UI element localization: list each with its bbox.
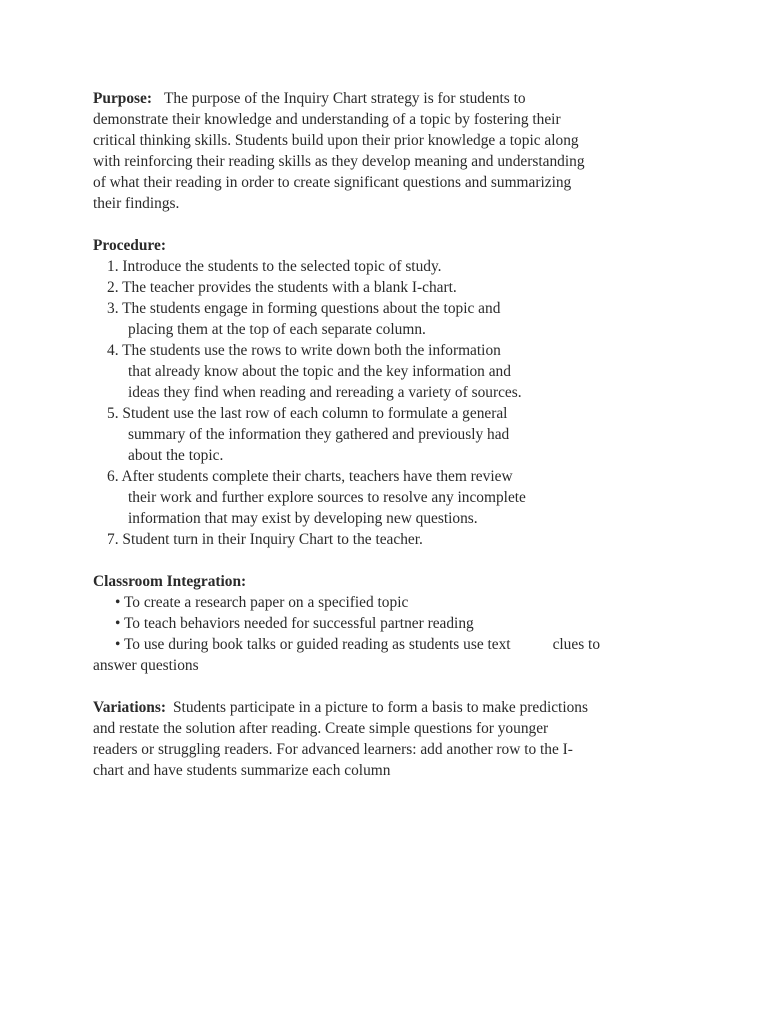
purpose-section [93, 88, 683, 214]
procedure-list [93, 256, 683, 550]
purpose-line: their findings. [93, 195, 180, 212]
variations-line-0 [93, 697, 683, 718]
integration-bullet: • To teach behaviors needed for successful partner reading [115, 615, 474, 632]
procedure-item [93, 298, 683, 340]
procedure-item-text: 4. The students use the rows to write down both the information [107, 342, 501, 359]
procedure-section [93, 235, 683, 550]
integration-bullet: • To create a research paper on a specified topic [115, 594, 409, 611]
procedure-item-text: 5. Student use the last row of each column to formulate a general [107, 405, 508, 422]
integration-heading: Classroom Integration: [93, 573, 247, 590]
integration-bullet-continuation: answer questions [93, 657, 199, 674]
integration-bullet-last [93, 634, 683, 655]
purpose-line-0 [93, 88, 683, 109]
variations-text: Students participate in a picture to form a basis to make predictions [172, 699, 588, 716]
procedure-item-continuation: about the topic. [128, 447, 224, 464]
document-page [93, 88, 683, 781]
procedure-item [93, 466, 683, 529]
procedure-heading: Procedure: [93, 237, 166, 254]
purpose-line: demonstrate their knowledge and understanding of a topic by fostering their [93, 111, 561, 128]
variations-section [93, 697, 683, 781]
procedure-item [93, 277, 683, 298]
procedure-item [93, 256, 683, 277]
variations-line: and restate the solution after reading. Create simple questions for younger [93, 720, 549, 737]
purpose-line: with reinforcing their reading skills as they develop meaning and understanding [93, 153, 585, 170]
integration-bullet-text-tail: clues to [552, 636, 601, 653]
procedure-item-text: 3. The students engage in forming questions about the topic and [107, 300, 501, 317]
procedure-item [93, 340, 683, 403]
integration-bullet-text: • To use during book talks or guided reading as students use text [115, 636, 511, 653]
purpose-line: critical thinking skills. Students build upon their prior knowledge a topic along [93, 132, 579, 149]
procedure-item-text: 6. After students complete their charts, teachers have them review [107, 468, 513, 485]
procedure-item-continuation: ideas they find when reading and rereading a variety of sources. [128, 384, 522, 401]
purpose-line: of what their reading in order to create significant questions and summarizing [93, 174, 572, 191]
procedure-item-continuation: that already know about the topic and the key information and [128, 363, 511, 380]
variations-line: readers or struggling readers. For advanced learners: add another row to the I- [93, 741, 573, 758]
procedure-item-continuation: information that may exist by developing new questions. [128, 510, 478, 527]
variations-line: chart and have students summarize each column [93, 762, 391, 779]
purpose-heading: Purpose: [93, 90, 152, 107]
procedure-item-continuation: summary of the information they gathered and previously had [128, 426, 510, 443]
procedure-item [93, 529, 683, 550]
procedure-item [93, 403, 683, 466]
procedure-item-text: 7. Student turn in their Inquiry Chart to the teacher. [107, 531, 423, 548]
procedure-item-text: 1. Introduce the students to the selected topic of study. [107, 258, 442, 275]
procedure-item-continuation: placing them at the top of each separate column. [128, 321, 426, 338]
procedure-item-text: 2. The teacher provides the students with a blank I-chart. [107, 279, 457, 296]
purpose-text: The purpose of the Inquiry Chart strategy is for students to [164, 90, 526, 107]
procedure-item-continuation: their work and further explore sources to resolve any incomplete [128, 489, 526, 506]
variations-heading: Variations: [93, 699, 166, 716]
integration-section [93, 571, 683, 676]
